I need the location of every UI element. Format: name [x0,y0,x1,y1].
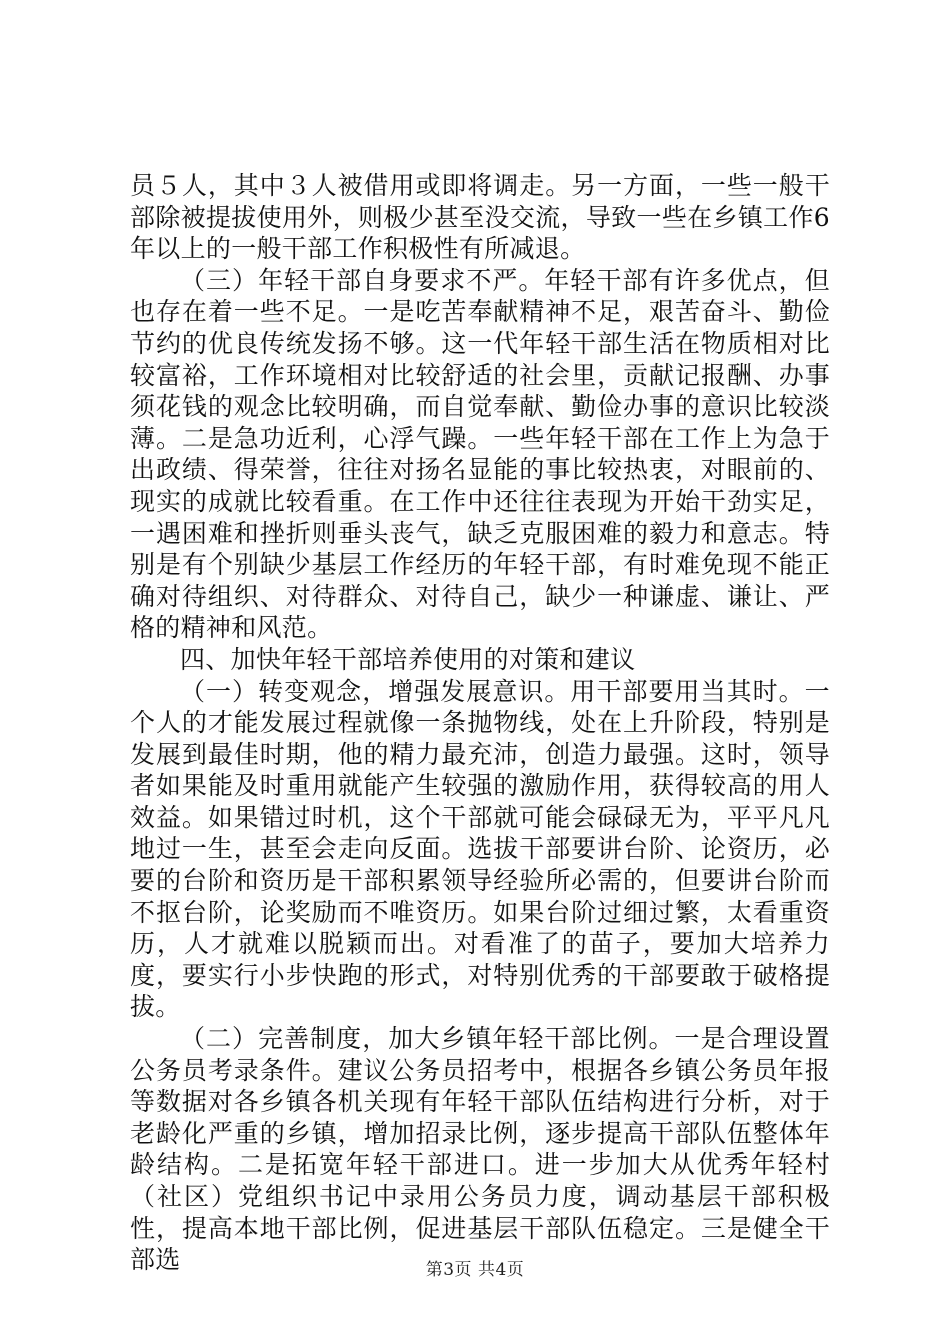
paragraph-subsection-2: （二）完善制度，加大乡镇年轻干部比例。一是合理设置公务员考录条件。建议公务员招考中，根据各乡镇公务员年报等数据对各乡镇各机关现有年轻干部队伍结构进行分析，对于老龄化严重的乡镇，增加招录比例，逐步提高干部队伍整体年龄结构。二是拓宽年轻干部进口。进一步加大从优秀年轻村（社区）党组织书记中录用公务员力度，调动基层干部积极性，提高本地干部比例，促进基层干部队伍稳定。三是健全干部选 [130,1024,830,1275]
body-text [130,170,830,1276]
page-number: 第3页 共4页 [425,1260,525,1280]
paragraph-continuation: 员５人，其中３人被借用或即将调走。另一方面，一些一般干部除被提拔使用外，则极少甚至没交流，导致一些在乡镇工作6年以上的一般干部工作积极性有所减退。 [130,171,830,264]
page-footer [0,1255,950,1280]
paragraph-section-3: （三）年轻干部自身要求不严。年轻干部有许多优点，但也存在着一些不足。一是吃苦奉献精神不足，艰苦奋斗、勤俭节约的优良传统发扬不够。这一代年轻干部生活在物质相对比较富裕，工作环境相对比较舒适的社会里，贡献记报酬、办事须花钱的观念比较明确，而自觉奉献、勤俭办事的意识比较淡薄。二是急功近利，心浮气躁。一些年轻干部在工作上为急于出政绩、得荣誉，往往对扬名显能的事比较热衷，对眼前的、现实的成就比较看重。在工作中还往往表现为开始干劲实足，一遇困难和挫折则垂头丧气，缺乏克服困难的毅力和意志。特别是有个别缺少基层工作经历的年轻干部，有时难免现不能正确对待组织、对待群众、对待自己，缺少一种谦虚、谦让、严格的精神和风范。 [130,265,830,643]
paragraph-subsection-1: （一）转变观念，增强发展意识。用干部要用当其时。一个人的才能发展过程就像一条抛物线，处在上升阶段，特别是发展到最佳时期，他的精力最充沛，创造力最强。这时，领导者如果能及时重用就能产生较强的激励作用，获得较高的用人效益。如果错过时机，这个干部就可能会碌碌无为，平平凡凡地过一生，甚至会走向反面。选拔干部要讲台阶、论资历，必要的台阶和资历是干部积累领导经验所必需的，但要讲台阶而不抠台阶，论奖励而不唯资历。如果台阶过细过繁，太看重资历，人才就难以脱颖而出。对看准了的苗子，要加大培养力度，要实行小步快跑的形式，对特别优秀的干部要敢于破格提拔。 [130,676,830,1022]
section-heading-4: 四、加快年轻干部培养使用的对策和建议 [180,644,636,674]
